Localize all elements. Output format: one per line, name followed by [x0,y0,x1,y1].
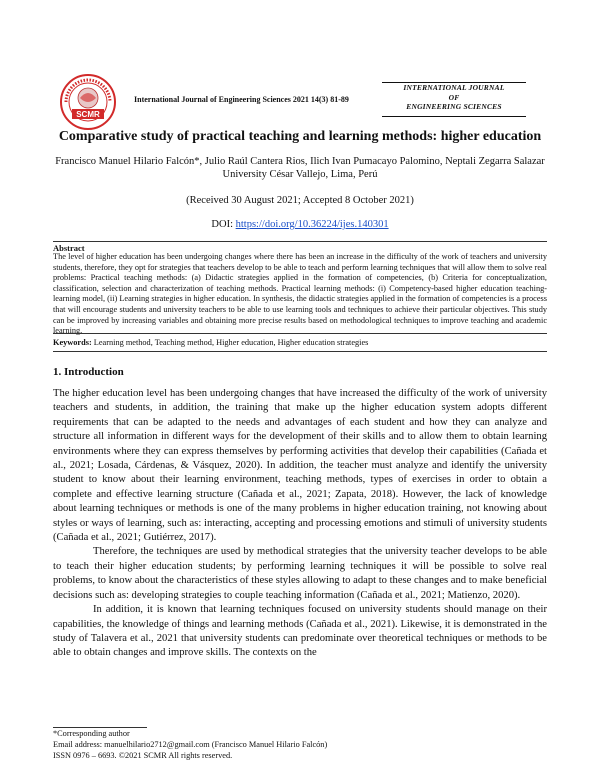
journal-logo [58,72,118,132]
section-heading-introduction: 1. Introduction [53,366,124,378]
abstract-text: The level of higher education has been undergoing changes where there has been an increase in the difficulty of the work of teachers and university students, therefore, they opt for strategies that teachers develop to be able to teach and perform learning techniques that will allow them to solve real problems: Practical teaching methods: (a) Didactic strategies applied in the formation of competencies, (b) Criteria for conceptualization, classification, selection and characterization of teaching methods. Practical learning methods: (i) Competency-based higher education teaching-learning model, (ii) Learning strategies in higher education. In synthesis, the didactic strategies applied in the formation of competencies is a process that will encourage students and university teachers to be able to use learning tools and techniques to achieve their particular objectives. This study can be improved by increasing variables and obtaining more precise results based on methodological techniques to improve teaching and academic learning. [53,252,547,336]
journal-box-line-3: ENGINEERING SCIENCES [406,102,502,111]
logo-text: SCMR [76,110,100,119]
paper-title: Comparative study of practical teaching and learning methods: higher education [58,129,542,144]
paragraph-2: Therefore, the techniques are used by methodical strategies that the university teacher develops to be able to teach their higher education students; by performing learning techniques it will be possible to solve real problems, to know about the characteristics of these styles allowing to adapt to these changes and to make beneficial decisions such as: developing strategies to couple teaching information (Cañada et al., 2021; Matienzo, 2020). [53,546,547,601]
abstract-heading: Abstract [53,243,85,253]
doi-link[interactable]: https://doi.org/10.36224/ijes.140301 [235,219,389,230]
footnote-email: Email address: manuelhilario2712@gmail.com (Francisco Manuel Hilario Falcón) [53,739,328,749]
author-block [20,155,580,181]
keywords-label: Keywords: [53,338,92,347]
keywords-line [53,338,547,347]
paragraph-1: The higher education level has been undergoing changes that have increased the difficulty of the work of university teachers and students, in addition, the training that make up the higher education system adopts different requirements that can be adapted to the needs and advantages of each student and how they can analyze and structure all information in different ways for the development of their skills and to allow them to obtain learning environments where they can express themselves by performing activities that develop their capabilities (Cañada et al., 2021; Losada, Cárdenas, & Vásquez, 2020). In addition, the teacher must analyze and identify the university student to know about their learning environment, teaching methods, types of exercises in order to obtain a complete and effective learning structure (Cañada et al., 2021; Zapata, 2018). However, the lack of knowledge about learning techniques or methods is one of the many problems in higher education training, not knowing about styles or ways of learning, such as: interacting, accepting and processing emotions and stimuli of university students (Cañada et al., 2021; Gutiérrez, 2017). [53,388,547,544]
footnote-corresponding: *Corresponding author [53,729,130,738]
received-dates: (Received 30 August 2021; Accepted 8 October 2021) [186,195,414,206]
footnote-rule [53,727,147,728]
keywords-text: Learning method, Teaching method, Higher education, Higher education strategies [93,338,369,347]
journal-box-line-2: OF [448,92,460,102]
footnote-issn: ISSN 0976 – 6693. ©2021 SCMR All rights reserved. [53,750,233,760]
abstract-top-rule [53,241,547,242]
section-body [53,387,547,661]
keywords-rule [53,351,547,352]
paragraph-3: In addition, it is known that learning techniques focused on university students should manage on their capabilities, the knowledge of things and learning methods (Cañada et al., 2021). Likewise, it is demonstrated in the study of Talavera et al., 2021 that university students can predominate over theoretical techniques or methods to be able to obtain changes and improve skills. The contexts on the [53,604,547,659]
affiliation: University César Vallejo, Lima, Perú [222,169,378,180]
doi-line [0,219,600,230]
abstract-bottom-rule [53,333,547,334]
doi-label: DOI: [211,219,234,230]
journal-name-box [382,82,526,117]
footnotes [53,729,327,761]
journal-citation: International Journal of Engineering Sciences 2021 14(3) 81-89 [134,95,349,104]
journal-box-line-1: INTERNATIONAL JOURNAL [403,83,505,92]
author-list: Francisco Manuel Hilario Falcón*, Julio Raúl Cantera Rios, Ilich Ivan Pumacayo Palomino, Neptali Zegarra Salazar [55,156,545,167]
